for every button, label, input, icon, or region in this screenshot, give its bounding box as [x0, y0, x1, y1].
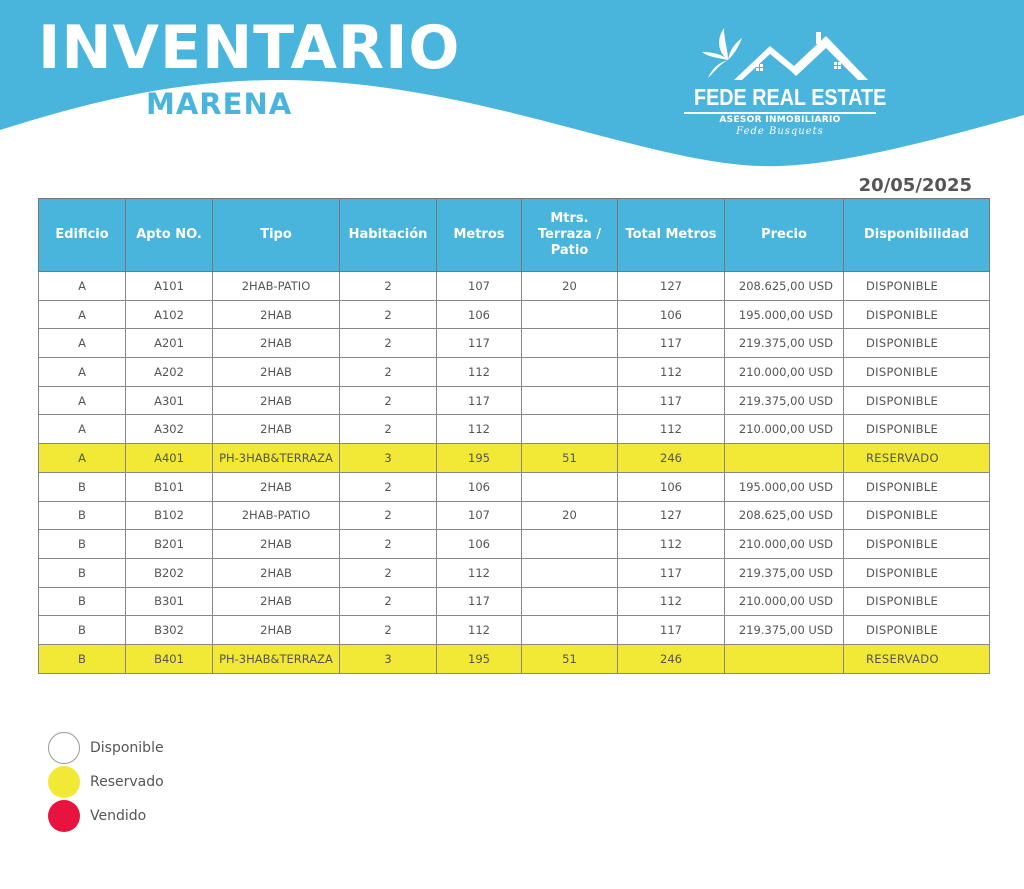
- cell-disponibilidad: DISPONIBLE: [844, 501, 990, 530]
- status-legend: [48, 731, 164, 833]
- cell-total-metros: 127: [618, 501, 725, 530]
- cell-terraza: 51: [522, 644, 618, 673]
- cell-metros: 195: [437, 644, 522, 673]
- cell-metros: 106: [437, 472, 522, 501]
- cell-apto: A202: [126, 358, 213, 387]
- table-header-row: [39, 199, 990, 272]
- cell-edificio: B: [39, 644, 126, 673]
- cell-habitacion: 3: [340, 444, 437, 473]
- cell-tipo: 2HAB: [213, 415, 340, 444]
- cell-habitacion: 2: [340, 558, 437, 587]
- cell-tipo: PH-3HAB&TERRAZA: [213, 644, 340, 673]
- column-header-terraza: Mtrs. Terraza / Patio: [522, 199, 618, 272]
- cell-tipo: 2HAB: [213, 358, 340, 387]
- cell-metros: 112: [437, 415, 522, 444]
- cell-tipo: 2HAB: [213, 616, 340, 645]
- cell-tipo: 2HAB: [213, 587, 340, 616]
- cell-habitacion: 2: [340, 587, 437, 616]
- cell-terraza: [522, 587, 618, 616]
- cell-edificio: B: [39, 558, 126, 587]
- cell-apto: B401: [126, 644, 213, 673]
- cell-tipo: 2HAB-PATIO: [213, 501, 340, 530]
- brand-logo: [680, 22, 887, 142]
- cell-precio: 210.000,00 USD: [725, 530, 844, 559]
- cell-disponibilidad: DISPONIBLE: [844, 558, 990, 587]
- cell-apto: B101: [126, 472, 213, 501]
- cell-tipo: PH-3HAB&TERRAZA: [213, 444, 340, 473]
- cell-habitacion: 2: [340, 530, 437, 559]
- red-circle-icon: [48, 800, 80, 832]
- cell-terraza: [522, 472, 618, 501]
- table-row: [39, 616, 990, 645]
- cell-edificio: B: [39, 472, 126, 501]
- house-palm-logo-icon: [698, 22, 868, 84]
- legend-label: Reservado: [90, 774, 164, 790]
- legend-item-reservado: [48, 765, 164, 799]
- cell-apto: A102: [126, 300, 213, 329]
- cell-disponibilidad: DISPONIBLE: [844, 616, 990, 645]
- column-header-apto: Apto NO.: [126, 199, 213, 272]
- table-row: [39, 501, 990, 530]
- table-row: [39, 272, 990, 301]
- logo-brand-name: FEDE REAL ESTATE: [694, 84, 887, 110]
- table-row: [39, 587, 990, 616]
- cell-precio: 210.000,00 USD: [725, 358, 844, 387]
- cell-habitacion: 2: [340, 616, 437, 645]
- cell-apto: B201: [126, 530, 213, 559]
- cell-habitacion: 2: [340, 329, 437, 358]
- cell-disponibilidad: DISPONIBLE: [844, 329, 990, 358]
- page-title: INVENTARIO: [38, 13, 461, 83]
- cell-tipo: 2HAB-PATIO: [213, 272, 340, 301]
- cell-metros: 107: [437, 501, 522, 530]
- cell-habitacion: 2: [340, 386, 437, 415]
- cell-total-metros: 112: [618, 358, 725, 387]
- cell-metros: 106: [437, 300, 522, 329]
- cell-tipo: 2HAB: [213, 472, 340, 501]
- column-header-tipo: Tipo: [213, 199, 340, 272]
- cell-apto: B202: [126, 558, 213, 587]
- table-row: [39, 358, 990, 387]
- cell-terraza: [522, 300, 618, 329]
- cell-total-metros: 117: [618, 558, 725, 587]
- cell-terraza: [522, 415, 618, 444]
- table-row: [39, 472, 990, 501]
- cell-precio: 208.625,00 USD: [725, 272, 844, 301]
- cell-edificio: A: [39, 358, 126, 387]
- cell-precio: 195.000,00 USD: [725, 472, 844, 501]
- column-header-total-metros: Total Metros: [618, 199, 725, 272]
- column-header-metros: Metros: [437, 199, 522, 272]
- cell-terraza: 20: [522, 272, 618, 301]
- cell-apto: B301: [126, 587, 213, 616]
- cell-tipo: 2HAB: [213, 329, 340, 358]
- cell-apto: B102: [126, 501, 213, 530]
- cell-apto: A301: [126, 386, 213, 415]
- cell-total-metros: 112: [618, 415, 725, 444]
- cell-apto: A101: [126, 272, 213, 301]
- cell-total-metros: 112: [618, 530, 725, 559]
- table-row: [39, 558, 990, 587]
- report-date: 20/05/2025: [858, 175, 972, 196]
- cell-edificio: A: [39, 415, 126, 444]
- cell-edificio: A: [39, 386, 126, 415]
- cell-edificio: A: [39, 300, 126, 329]
- table-row: [39, 386, 990, 415]
- cell-total-metros: 127: [618, 272, 725, 301]
- cell-precio: 210.000,00 USD: [725, 587, 844, 616]
- cell-terraza: [522, 616, 618, 645]
- cell-terraza: [522, 358, 618, 387]
- cell-total-metros: 112: [618, 587, 725, 616]
- column-header-disponibilidad: Disponibilidad: [844, 199, 990, 272]
- cell-metros: 112: [437, 358, 522, 387]
- cell-disponibilidad: DISPONIBLE: [844, 530, 990, 559]
- cell-habitacion: 2: [340, 358, 437, 387]
- yellow-circle-icon: [48, 766, 80, 798]
- cell-precio: 219.375,00 USD: [725, 558, 844, 587]
- cell-total-metros: 117: [618, 386, 725, 415]
- cell-disponibilidad: DISPONIBLE: [844, 587, 990, 616]
- cell-disponibilidad: DISPONIBLE: [844, 358, 990, 387]
- cell-disponibilidad: DISPONIBLE: [844, 272, 990, 301]
- logo-signature: Fede Busquets: [736, 126, 824, 137]
- cell-total-metros: 246: [618, 444, 725, 473]
- cell-edificio: A: [39, 444, 126, 473]
- cell-tipo: 2HAB: [213, 530, 340, 559]
- legend-item-vendido: [48, 799, 164, 833]
- cell-precio: [725, 444, 844, 473]
- table-row: [39, 444, 990, 473]
- cell-disponibilidad: DISPONIBLE: [844, 386, 990, 415]
- cell-precio: 219.375,00 USD: [725, 329, 844, 358]
- column-header-edificio: Edificio: [39, 199, 126, 272]
- cell-disponibilidad: RESERVADO: [844, 644, 990, 673]
- cell-precio: 210.000,00 USD: [725, 415, 844, 444]
- legend-label: Disponible: [90, 740, 164, 756]
- cell-precio: 195.000,00 USD: [725, 300, 844, 329]
- cell-habitacion: 2: [340, 472, 437, 501]
- cell-tipo: 2HAB: [213, 300, 340, 329]
- cell-disponibilidad: DISPONIBLE: [844, 415, 990, 444]
- cell-edificio: B: [39, 587, 126, 616]
- cell-disponibilidad: DISPONIBLE: [844, 300, 990, 329]
- cell-tipo: 2HAB: [213, 558, 340, 587]
- page-subtitle: MARENA: [146, 87, 293, 121]
- cell-habitacion: 2: [340, 272, 437, 301]
- cell-precio: 219.375,00 USD: [725, 616, 844, 645]
- cell-total-metros: 117: [618, 329, 725, 358]
- white-circle-icon: [48, 732, 80, 764]
- cell-apto: A201: [126, 329, 213, 358]
- cell-metros: 117: [437, 329, 522, 358]
- table-row: [39, 300, 990, 329]
- cell-edificio: B: [39, 530, 126, 559]
- cell-total-metros: 246: [618, 644, 725, 673]
- table-row: [39, 329, 990, 358]
- cell-metros: 106: [437, 530, 522, 559]
- cell-terraza: 20: [522, 501, 618, 530]
- column-header-precio: Precio: [725, 199, 844, 272]
- cell-terraza: [522, 386, 618, 415]
- cell-habitacion: 2: [340, 300, 437, 329]
- cell-total-metros: 106: [618, 300, 725, 329]
- cell-disponibilidad: DISPONIBLE: [844, 472, 990, 501]
- table-row: [39, 530, 990, 559]
- logo-tagline: ASESOR INMOBILIARIO: [719, 115, 841, 125]
- logo-divider: [684, 112, 876, 114]
- cell-terraza: [522, 329, 618, 358]
- cell-precio: 208.625,00 USD: [725, 501, 844, 530]
- cell-metros: 117: [437, 386, 522, 415]
- cell-edificio: B: [39, 501, 126, 530]
- legend-item-disponible: [48, 731, 164, 765]
- cell-total-metros: 106: [618, 472, 725, 501]
- cell-disponibilidad: RESERVADO: [844, 444, 990, 473]
- cell-terraza: [522, 558, 618, 587]
- cell-terraza: [522, 530, 618, 559]
- column-header-habitacion: Habitación: [340, 199, 437, 272]
- cell-total-metros: 117: [618, 616, 725, 645]
- table-row: [39, 644, 990, 673]
- cell-terraza: 51: [522, 444, 618, 473]
- legend-label: Vendido: [90, 808, 147, 824]
- cell-apto: A401: [126, 444, 213, 473]
- cell-apto: A302: [126, 415, 213, 444]
- table-row: [39, 415, 990, 444]
- cell-edificio: B: [39, 616, 126, 645]
- cell-metros: 195: [437, 444, 522, 473]
- inventory-table: [38, 198, 990, 674]
- cell-habitacion: 3: [340, 644, 437, 673]
- cell-edificio: A: [39, 329, 126, 358]
- cell-metros: 107: [437, 272, 522, 301]
- cell-precio: [725, 644, 844, 673]
- cell-precio: 219.375,00 USD: [725, 386, 844, 415]
- cell-metros: 112: [437, 558, 522, 587]
- cell-metros: 112: [437, 616, 522, 645]
- cell-metros: 117: [437, 587, 522, 616]
- cell-habitacion: 2: [340, 415, 437, 444]
- cell-tipo: 2HAB: [213, 386, 340, 415]
- cell-apto: B302: [126, 616, 213, 645]
- cell-edificio: A: [39, 272, 126, 301]
- cell-habitacion: 2: [340, 501, 437, 530]
